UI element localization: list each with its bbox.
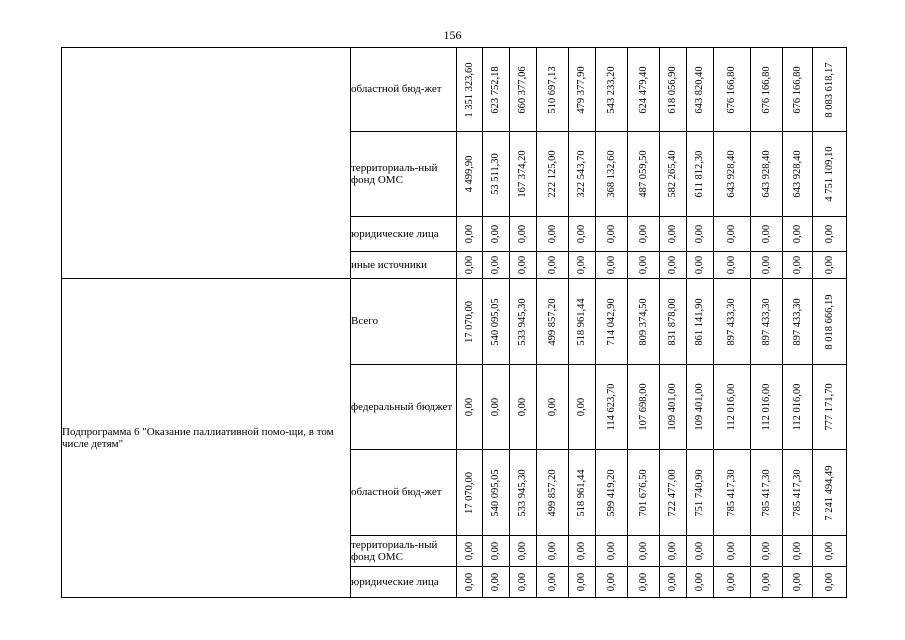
value-cell: 0,00 [660, 567, 687, 598]
value-cell: 0,00 [751, 252, 783, 279]
total-cell: 0,00 [813, 536, 847, 567]
value-cell: 643 928,40 [783, 132, 813, 217]
funding-source: Всего [351, 279, 457, 365]
total-cell: 0,00 [813, 252, 847, 279]
program-cell-1 [62, 48, 351, 279]
value-cell: 0,00 [628, 252, 660, 279]
value-cell: 0,00 [596, 567, 628, 598]
value-cell: 0,00 [537, 365, 569, 450]
value-cell: 623 752,18 [483, 48, 510, 132]
funding-source: территориаль-ный фонд ОМС [351, 132, 457, 217]
block-2 [62, 279, 847, 598]
value-cell: 0,00 [628, 217, 660, 252]
funding-source: юридические лица [351, 217, 457, 252]
value-cell: 109 401,00 [660, 365, 687, 450]
total-cell: 8 018 666,19 [813, 279, 847, 365]
funding-source: областной бюд-жет [351, 450, 457, 536]
total-cell: 7 241 494,49 [813, 450, 847, 536]
value-cell: 368 132,60 [596, 132, 628, 217]
value-cell: 0,00 [510, 536, 537, 567]
value-cell: 540 095,05 [483, 279, 510, 365]
value-cell: 0,00 [483, 252, 510, 279]
value-cell: 0,00 [596, 536, 628, 567]
value-cell: 109 401,00 [687, 365, 714, 450]
value-cell: 599 419,20 [596, 450, 628, 536]
total-cell: 0,00 [813, 567, 847, 598]
value-cell: 897 433,30 [714, 279, 751, 365]
value-cell: 831 878,00 [660, 279, 687, 365]
value-cell: 0,00 [751, 567, 783, 598]
value-cell: 861 141,90 [687, 279, 714, 365]
value-cell: 510 697,13 [537, 48, 569, 132]
value-cell: 0,00 [483, 217, 510, 252]
value-cell: 0,00 [751, 536, 783, 567]
funding-source: федеральный бюджет [351, 365, 457, 450]
value-cell: 0,00 [457, 536, 483, 567]
value-cell: 0,00 [687, 567, 714, 598]
program-label: Подпрограмма 6 "Оказание паллиативной помо-щи, в том числе детям" [62, 425, 334, 450]
funding-source: юридические лица [351, 567, 457, 598]
value-cell: 112 016,00 [783, 365, 813, 450]
value-cell: 897 433,30 [783, 279, 813, 365]
value-cell: 0,00 [687, 536, 714, 567]
budget-table [61, 47, 847, 598]
value-cell: 0,00 [660, 252, 687, 279]
value-cell: 322 543,70 [569, 132, 596, 217]
value-cell: 643 928,40 [714, 132, 751, 217]
value-cell: 0,00 [687, 217, 714, 252]
funding-source: иные источники [351, 252, 457, 279]
value-cell: 0,00 [596, 217, 628, 252]
value-cell: 0,00 [714, 217, 751, 252]
value-cell: 0,00 [510, 567, 537, 598]
value-cell: 722 477,00 [660, 450, 687, 536]
value-cell: 785 417,30 [751, 450, 783, 536]
value-cell: 0,00 [783, 252, 813, 279]
value-cell: 17 070,00 [457, 450, 483, 536]
value-cell: 0,00 [457, 567, 483, 598]
value-cell: 479 377,90 [569, 48, 596, 132]
value-cell: 0,00 [569, 536, 596, 567]
total-cell: 4 751 109,10 [813, 132, 847, 217]
value-cell: 0,00 [751, 217, 783, 252]
total-cell: 777 171,70 [813, 365, 847, 450]
value-cell: 701 676,50 [628, 450, 660, 536]
value-cell: 785 417,30 [714, 450, 751, 536]
value-cell: 167 374,20 [510, 132, 537, 217]
value-cell: 714 042,90 [596, 279, 628, 365]
value-cell: 0,00 [457, 365, 483, 450]
value-cell: 112 016,00 [714, 365, 751, 450]
table-row [62, 279, 847, 365]
value-cell: 0,00 [537, 217, 569, 252]
value-cell: 0,00 [714, 536, 751, 567]
value-cell: 1 351 323,60 [457, 48, 483, 132]
value-cell: 0,00 [783, 536, 813, 567]
value-cell: 660 377,06 [510, 48, 537, 132]
value-cell: 676 166,80 [714, 48, 751, 132]
total-cell: 0,00 [813, 217, 847, 252]
block-1 [62, 48, 847, 279]
total-cell: 8 083 618,17 [813, 48, 847, 132]
value-cell: 499 857,20 [537, 279, 569, 365]
value-cell: 4 499,90 [457, 132, 483, 217]
funding-source: областной бюд-жет [351, 48, 457, 132]
value-cell: 533 945,30 [510, 450, 537, 536]
value-cell: 785 417,30 [783, 450, 813, 536]
value-cell: 809 374,50 [628, 279, 660, 365]
value-cell: 0,00 [537, 536, 569, 567]
funding-source: территориаль-ный фонд ОМС [351, 536, 457, 567]
value-cell: 676 166,80 [783, 48, 813, 132]
value-cell: 0,00 [537, 252, 569, 279]
value-cell: 0,00 [483, 365, 510, 450]
value-cell: 0,00 [537, 567, 569, 598]
value-cell: 518 961,44 [569, 279, 596, 365]
value-cell: 518 961,44 [569, 450, 596, 536]
value-cell: 0,00 [569, 252, 596, 279]
page-number: 156 [443, 28, 462, 42]
value-cell: 0,00 [569, 217, 596, 252]
value-cell: 0,00 [457, 252, 483, 279]
value-cell: 0,00 [596, 252, 628, 279]
table-row [62, 48, 847, 132]
value-cell: 533 945,30 [510, 279, 537, 365]
value-cell: 643 928,40 [751, 132, 783, 217]
value-cell: 618 056,90 [660, 48, 687, 132]
value-cell: 751 740,90 [687, 450, 714, 536]
value-cell: 0,00 [660, 536, 687, 567]
value-cell: 0,00 [457, 217, 483, 252]
value-cell: 53 511,30 [483, 132, 510, 217]
value-cell: 0,00 [783, 217, 813, 252]
value-cell: 0,00 [687, 252, 714, 279]
value-cell: 17 070,00 [457, 279, 483, 365]
value-cell: 624 479,40 [628, 48, 660, 132]
value-cell: 0,00 [569, 567, 596, 598]
value-cell: 222 125,00 [537, 132, 569, 217]
value-cell: 0,00 [714, 252, 751, 279]
value-cell: 0,00 [783, 567, 813, 598]
value-cell: 0,00 [628, 536, 660, 567]
value-cell: 0,00 [510, 365, 537, 450]
value-cell: 543 233,20 [596, 48, 628, 132]
value-cell: 114 623,70 [596, 365, 628, 450]
value-cell: 676 166,80 [751, 48, 783, 132]
value-cell: 643 820,40 [687, 48, 714, 132]
value-cell: 611 812,30 [687, 132, 714, 217]
value-cell: 582 265,40 [660, 132, 687, 217]
value-cell: 0,00 [510, 252, 537, 279]
value-cell: 112 016,00 [751, 365, 783, 450]
value-cell: 897 433,30 [751, 279, 783, 365]
value-cell: 487 059,50 [628, 132, 660, 217]
value-cell: 499 857,20 [537, 450, 569, 536]
value-cell: 0,00 [483, 567, 510, 598]
program-cell-2 [62, 279, 351, 598]
value-cell: 0,00 [483, 536, 510, 567]
value-cell: 0,00 [510, 217, 537, 252]
value-cell: 0,00 [714, 567, 751, 598]
value-cell: 0,00 [660, 217, 687, 252]
value-cell: 540 095,05 [483, 450, 510, 536]
value-cell: 0,00 [569, 365, 596, 450]
value-cell: 107 698,00 [628, 365, 660, 450]
value-cell: 0,00 [628, 567, 660, 598]
